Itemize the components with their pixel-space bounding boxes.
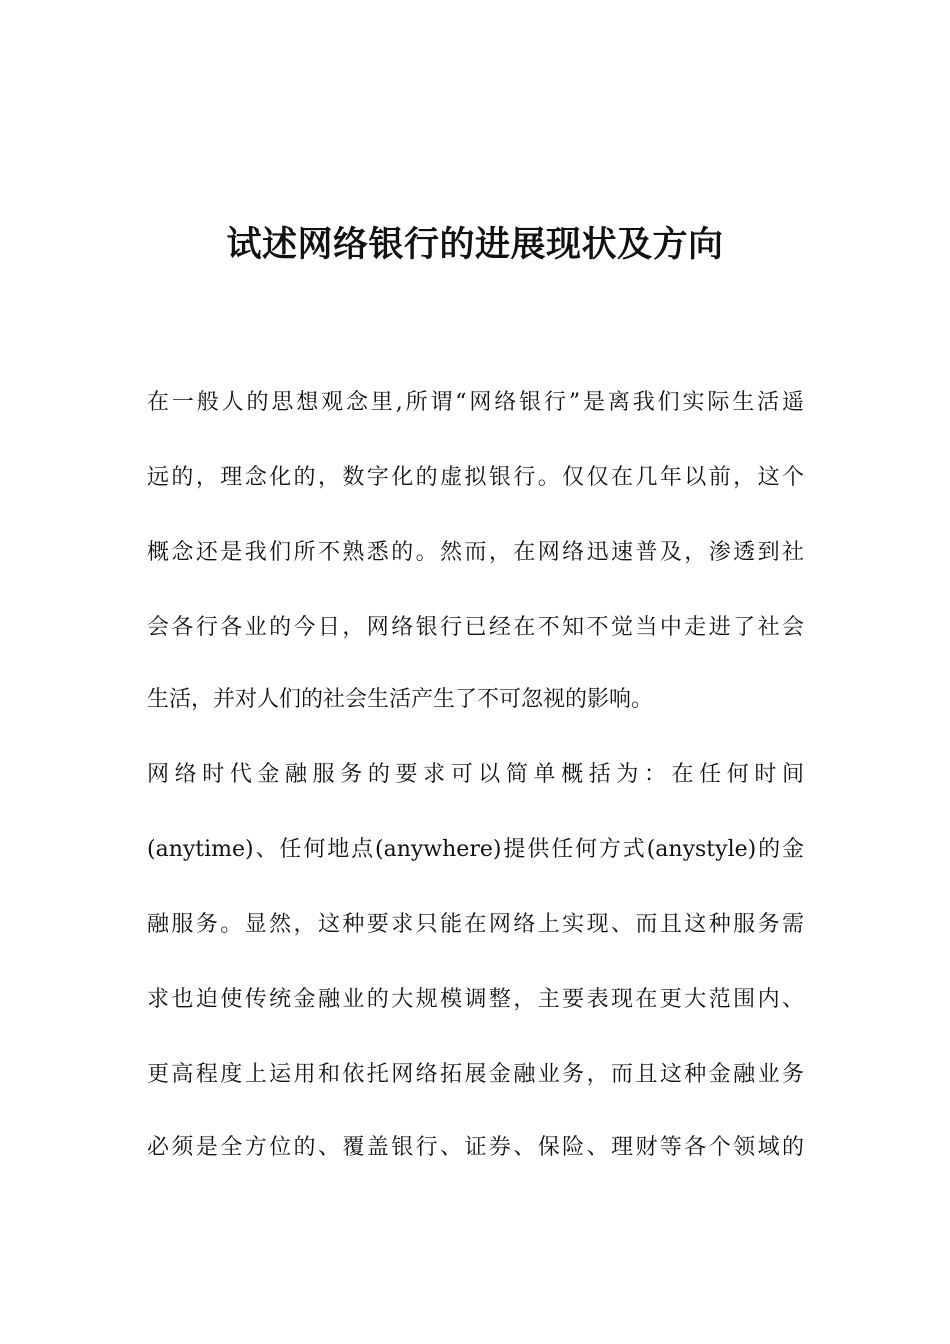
- paragraph-2-line-6: 必须是全方位的、覆盖银行、证券、保险、理财等各个领域的: [147, 1135, 804, 1160]
- paragraph-2-line-3: 融服务。显然，这种要求只能在网络上实现、而且这种服务需: [147, 912, 804, 937]
- paragraph-2-line-1: 网络时代金融服务的要求可以简单概括为：在任何时间: [147, 762, 804, 787]
- paragraph-2-line-4: 求也迫使传统金融业的大规模调整，主要表现在更大范围内、: [147, 987, 804, 1012]
- paragraph-1-line-5: 生活，并对人们的社会生活产生了不可忽视的影响。: [147, 687, 654, 712]
- document-title: 试述网络银行的进展现状及方向: [226, 225, 724, 265]
- paragraph-1-line-3: 概念还是我们所不熟悉的。然而，在网络迅速普及，渗透到社: [147, 540, 804, 565]
- paragraph-1-line-2: 远的，理念化的，数字化的虚拟银行。仅仅在几年以前，这个: [147, 465, 804, 490]
- paragraph-1-line-4: 会各行各业的今日，网络银行已经在不知不觉当中走进了社会: [147, 615, 804, 640]
- paragraph-2-line-2: (anytime)、任何地点(anywhere)提供任何方式(anystyle)的金: [147, 837, 804, 862]
- paragraph-1-line-1: 在一般人的思想观念里,所谓“网络银行”是离我们实际生活遥: [147, 390, 804, 415]
- paragraph-2-line-5: 更高程度上运用和依托网络拓展金融业务，而且这种金融业务: [147, 1062, 804, 1087]
